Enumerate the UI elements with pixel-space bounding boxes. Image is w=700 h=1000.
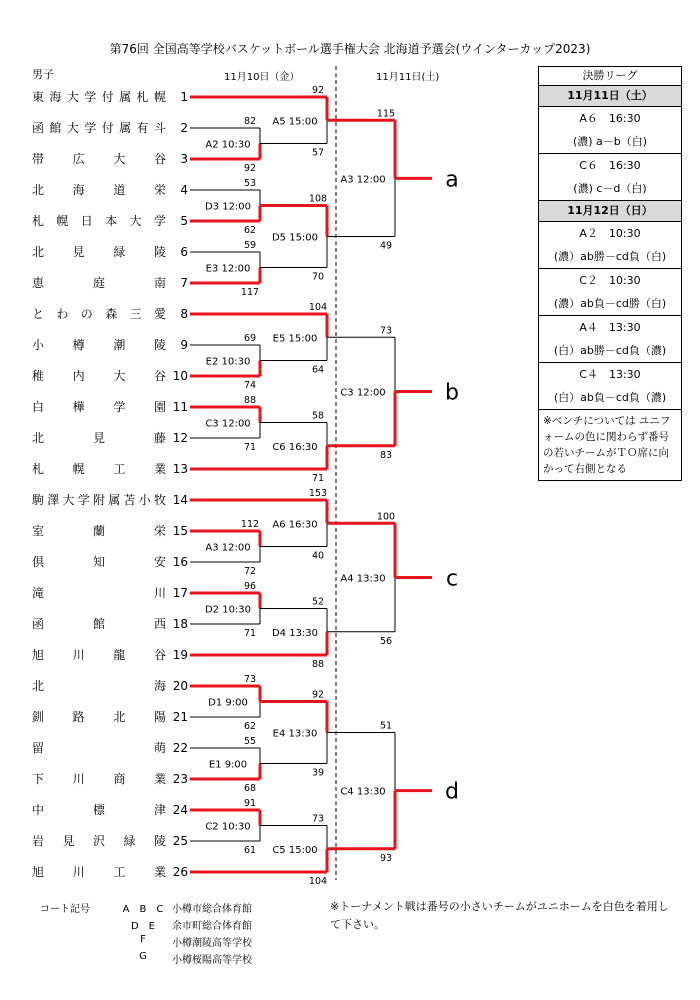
score: 51 [379, 720, 393, 732]
court-code: A B C [122, 904, 164, 915]
team-number: 1 [180, 90, 188, 104]
score: 73 [379, 325, 393, 337]
game-label: D1 9:00 [208, 697, 248, 709]
score: 62 [243, 721, 257, 732]
team-name-text: 小樽潮陵 [32, 338, 166, 352]
court-venue: 余市町総合体育館 [172, 921, 252, 932]
score: 112 [240, 519, 260, 530]
game-time: C４ 13:30 [579, 368, 641, 381]
game-time: C２ 10:30 [579, 274, 641, 287]
score: 62 [243, 225, 257, 236]
team-number: 8 [180, 307, 188, 321]
team-number: 7 [180, 276, 188, 290]
group-letter: b [445, 380, 459, 406]
team-name-text: 帯広大谷 [32, 152, 166, 166]
team-name-text: 北見緑陵 [32, 245, 166, 259]
game-label: C4 13:30 [340, 786, 386, 798]
score: 96 [243, 581, 257, 592]
game-matchup: (濃) a－b（白) [572, 135, 648, 148]
game-label: C2 10:30 [205, 821, 251, 833]
game-time: A２ 10:30 [579, 227, 641, 240]
team-number: 3 [180, 152, 188, 166]
score: 68 [243, 783, 257, 794]
team-number: 17 [172, 586, 188, 600]
score: 58 [311, 410, 325, 422]
score: 70 [311, 271, 325, 283]
team-number: 15 [172, 524, 188, 538]
game-label: C3 12:00 [340, 387, 386, 399]
score: 39 [311, 767, 325, 779]
game-label: C6 16:30 [272, 441, 318, 453]
score: 71 [243, 442, 257, 453]
score: 71 [311, 473, 325, 484]
score: 88 [311, 659, 325, 670]
game-label: A5 15:00 [272, 116, 318, 128]
team-name-text: 釧路北陽 [32, 710, 166, 724]
score: 82 [243, 116, 257, 127]
panel-game [539, 154, 681, 201]
team-number: 6 [180, 245, 188, 259]
court-legend-label: コート記号 [40, 904, 90, 915]
panel-game [539, 107, 681, 154]
team-name-text: 札幌日本大学 [32, 214, 166, 228]
game-matchup: (白）ab勝－cd負（濃) [553, 344, 667, 357]
game-label: C3 12:00 [205, 418, 251, 430]
game-matchup: (白）ab負－cd負（濃) [553, 391, 667, 404]
gender-label: 男子 [32, 68, 54, 81]
team-number: 26 [172, 865, 188, 879]
score: 74 [243, 380, 257, 391]
score: 73 [243, 674, 257, 685]
game-time: A６ 16:30 [579, 112, 641, 125]
group-letter: c [445, 566, 459, 592]
score: 64 [311, 364, 325, 376]
game-matchup: (濃) c－d（白) [573, 182, 647, 195]
team-name-text: 白樺学園 [32, 400, 166, 414]
score: 91 [243, 798, 257, 809]
team-name-text: 下川商業 [32, 772, 166, 786]
score: 104 [308, 302, 328, 313]
score: 52 [311, 596, 325, 608]
team-number: 25 [172, 834, 188, 848]
team-number: 22 [172, 741, 188, 755]
team-name-text: 旭川龍谷 [32, 648, 166, 662]
score: 108 [308, 193, 328, 205]
panel-header: 決勝リーグ [539, 67, 681, 86]
score: 93 [379, 852, 393, 864]
team-name-text: 恵庭南 [32, 276, 166, 290]
score: 83 [379, 449, 393, 461]
score: 92 [311, 689, 325, 701]
game-label: D5 15:00 [271, 232, 319, 244]
team-name-text: 旭川工業 [32, 865, 166, 879]
team-number: 23 [172, 772, 188, 786]
group-letter: d [445, 779, 459, 805]
score: 73 [311, 813, 325, 825]
team-name-text: 倶知安 [32, 555, 166, 569]
team-number: 2 [180, 121, 188, 135]
game-time: A４ 13:30 [579, 321, 641, 334]
game-label: E2 10:30 [205, 356, 251, 368]
team-name-text: 東海大学付属札幌 [32, 90, 166, 104]
team-name-text: 駒澤大学附属苫小牧 [32, 493, 166, 507]
team-number: 5 [180, 214, 188, 228]
team-name-text: 北見藤 [32, 431, 166, 445]
panel-game [539, 363, 681, 410]
game-label: D3 12:00 [204, 201, 252, 213]
team-number: 11 [172, 400, 188, 414]
team-name-text: 稚内大谷 [32, 369, 166, 383]
team-name-text: 函館西 [32, 617, 166, 631]
team-number: 19 [172, 648, 188, 662]
game-label: D4 13:30 [271, 627, 319, 639]
panel-game [539, 222, 681, 269]
score: 115 [376, 108, 396, 120]
team-name-text: 北海道栄 [32, 183, 166, 197]
panel-game [539, 316, 681, 363]
team-number: 16 [172, 555, 188, 569]
score: 59 [243, 240, 257, 251]
score: 69 [243, 333, 257, 344]
score: 49 [379, 240, 393, 252]
score: 92 [243, 163, 257, 174]
score: 100 [376, 511, 396, 523]
score: 40 [311, 550, 325, 562]
score: 53 [243, 178, 257, 189]
game-label: A4 13:30 [340, 573, 386, 585]
score: 61 [243, 845, 257, 856]
court-code: D E [130, 921, 156, 932]
team-number: 21 [172, 710, 188, 724]
team-number: 24 [172, 803, 188, 817]
score: 56 [379, 635, 393, 647]
team-number: 13 [172, 462, 188, 476]
team-number: 9 [180, 338, 188, 352]
team-name-text: 滝川 [32, 586, 166, 600]
panel-day1: 11月11日（土） [539, 86, 681, 107]
game-label: A3 12:00 [205, 542, 251, 554]
score: 153 [308, 488, 328, 499]
score: 88 [243, 395, 257, 406]
game-label: D2 10:30 [204, 604, 252, 616]
score: 117 [240, 287, 260, 298]
score: 55 [243, 736, 257, 747]
court-venue: 小樽桜陽高等学校 [172, 955, 252, 966]
team-number: 10 [172, 369, 188, 383]
panel-day2: 11月12日（日） [539, 201, 681, 222]
final-league-panel [538, 66, 682, 481]
game-label: E1 9:00 [208, 759, 248, 771]
team-name-text: 留萌 [32, 741, 166, 755]
panel-game [539, 269, 681, 316]
day2-header: 11月11日(土) [376, 72, 440, 83]
team-number: 12 [172, 431, 188, 445]
game-label: A6 16:30 [272, 519, 318, 531]
game-matchup: (濃）ab負－cd勝（白) [553, 297, 667, 310]
team-number: 4 [180, 183, 188, 197]
game-label: E4 13:30 [272, 728, 318, 740]
court-venue: 小樽潮陵高等学校 [172, 938, 252, 949]
tournament-note: ※トーナメント戦は番号の小さいチームがユニホームを白色を着用して下さい。 [330, 900, 669, 931]
team-name-text: 室蘭栄 [32, 524, 166, 538]
court-code: G [139, 951, 147, 962]
panel-note: ※ベンチについては ユニフォームの色に関わらず番号の若いチームがＴＯ席に向かって右側となる [543, 415, 671, 475]
page-title: 第76回 全国高等学校バスケットボール選手権大会 北海道予選会(ウインターカップ2023) [109, 42, 591, 56]
game-label: E5 15:00 [272, 333, 318, 345]
court-code: F [140, 934, 146, 945]
team-name-text: 中標津 [32, 803, 166, 817]
game-label: A3 12:00 [340, 174, 386, 186]
game-label: E3 12:00 [205, 263, 251, 275]
team-name-text: 北海 [32, 679, 166, 693]
team-number: 20 [172, 679, 188, 693]
game-label: C5 15:00 [272, 844, 318, 856]
group-letter: a [445, 167, 459, 193]
team-name-text: 札幌工業 [32, 462, 166, 476]
game-label: A2 10:30 [205, 139, 251, 151]
score: 71 [243, 628, 257, 639]
team-number: 14 [172, 493, 188, 507]
game-matchup: (濃）ab勝－cd負（白) [553, 250, 667, 263]
day1-header: 11月10日（金） [224, 72, 300, 83]
team-number: 18 [172, 617, 188, 631]
score: 57 [311, 147, 325, 159]
team-name-text: とわの森三愛 [32, 307, 166, 321]
score: 92 [311, 85, 325, 96]
score: 72 [243, 566, 257, 577]
team-name-text: 函館大学付属有斗 [32, 121, 166, 135]
game-time: C６ 16:30 [579, 159, 641, 172]
team-name-text: 岩見沢緑陵 [32, 834, 166, 848]
court-venue: 小樽市総合体育館 [172, 904, 252, 915]
score: 104 [308, 876, 328, 887]
